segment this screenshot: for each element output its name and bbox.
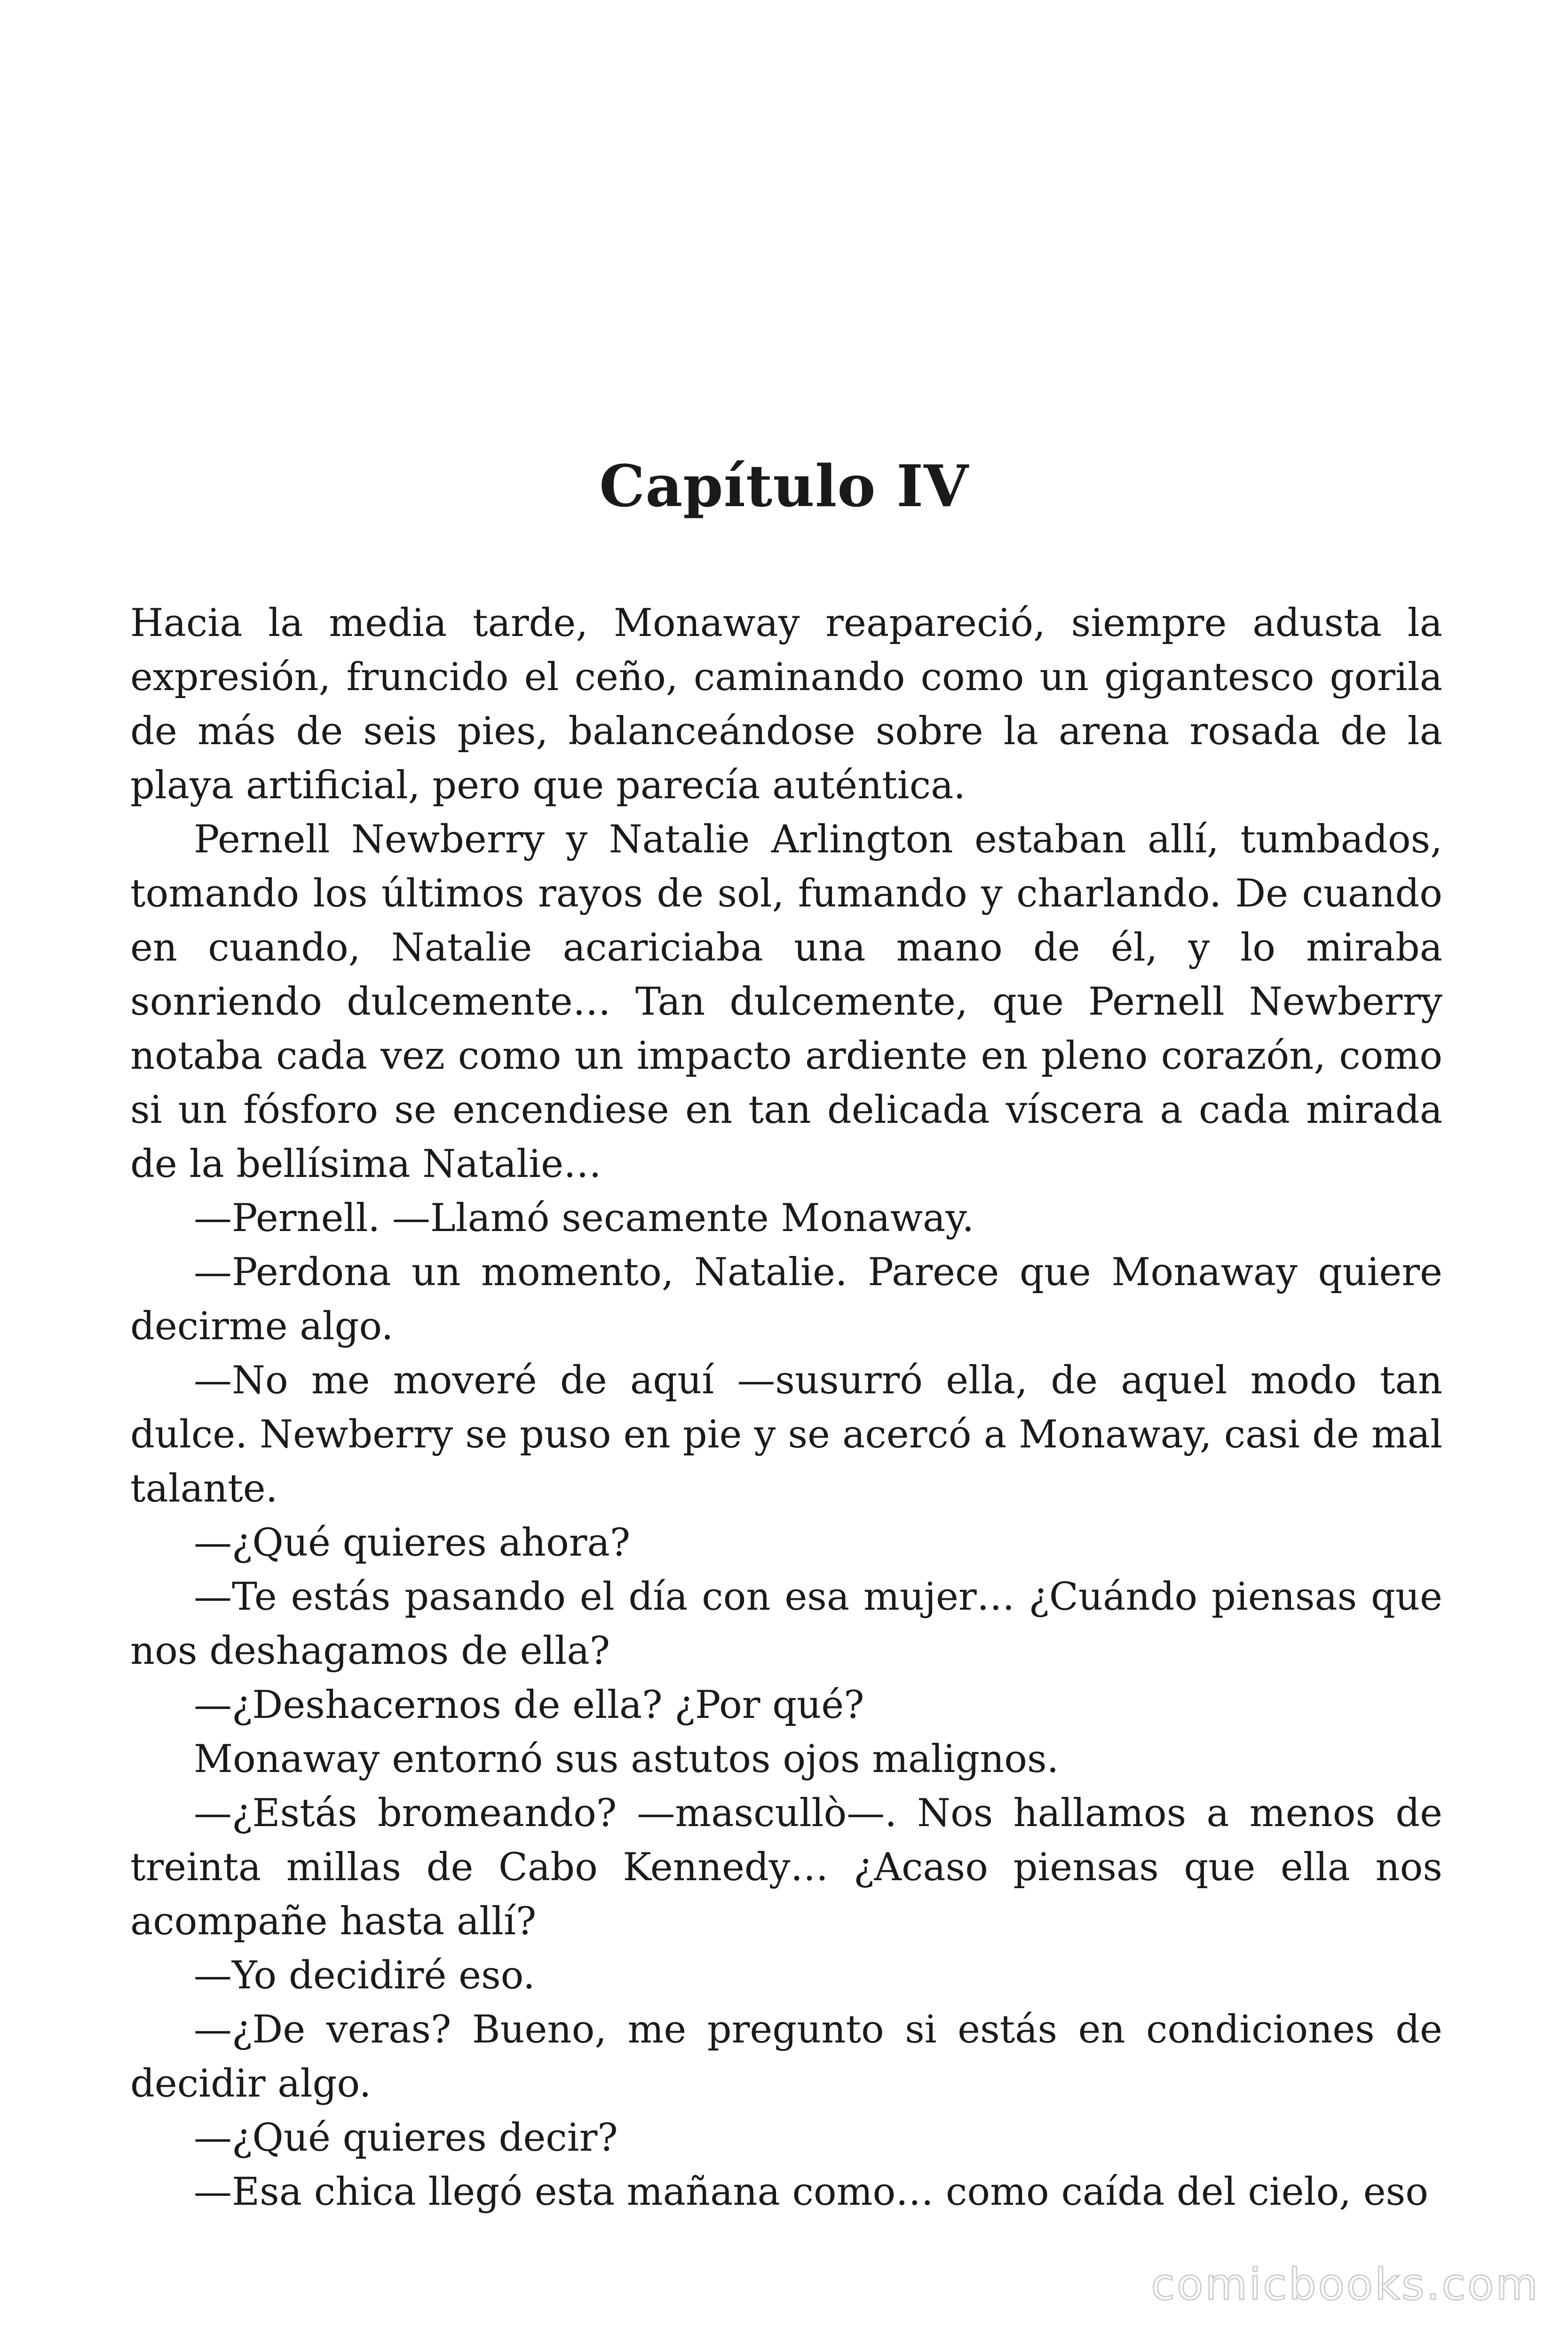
watermark: comicbooks.com: [1151, 2259, 1540, 2310]
paragraph: —Esa chica llegó esta mañana como… como caída del cielo, eso: [194, 2170, 1428, 2214]
paragraph: —¿De veras? Bueno, me pregunto si estás en condiciones de decidir algo.: [130, 2008, 1442, 2106]
paragraph: Hacia la media tarde, Monaway reapareció, siempre adusta la expresión, fruncido el ceño, caminando como un gigantesco gorila de más de seis pies, balanceándose sobre la arena rosada de la playa artificial, pero que parecía auténtica.: [130, 601, 1442, 808]
paragraph: —¿Qué quieres ahora?: [194, 1521, 631, 1565]
chapter-body: [130, 596, 1442, 2219]
paragraph: —¿Qué quieres decir?: [194, 2116, 618, 2160]
paragraph: —Yo decidiré eso.: [194, 1954, 535, 1998]
paragraph: —Pernell. —Llamó secamente Monaway.: [194, 1196, 974, 1240]
paragraph: Pernell Newberry y Natalie Arlington estaban allí, tumbados, tomando los últimos rayos de sol, fumando y charlando. De cuando en cuando, Natalie acariciaba una mano de él, y lo miraba sonriendo dulcemente… Tan dulcemente, que Pernell Newberry notaba cada vez como un impacto ardiente en pleno corazón, como si un fósforo se encendiese en tan delicada víscera a cada mirada de la bellísima Natalie…: [130, 818, 1442, 1186]
chapter-title: Capítulo IV: [599, 452, 969, 520]
paragraph: —Te estás pasando el día con esa mujer… ¿Cuándo piensas que nos deshagamos de ella?: [130, 1575, 1442, 1673]
paragraph: —Perdona un momento, Natalie. Parece que Monaway quiere decirme algo.: [130, 1250, 1442, 1349]
paragraph: Monaway entornó sus astutos ojos malignos.: [194, 1737, 1059, 1781]
paragraph: —No me moveré de aquí —susurró ella, de aquel modo tan dulce. Newberry se puso en pie y se acercó a Monaway, casi de mal talante.: [130, 1359, 1442, 1511]
paragraph: —¿Deshacernos de ella? ¿Por qué?: [194, 1683, 864, 1727]
paragraph: —¿Estás bromeando? —mascullò—. Nos hallamos a menos de treinta millas de Cabo Kennedy… ¿Acaso piensas que ella nos acompañe hasta allí?: [130, 1791, 1442, 1944]
